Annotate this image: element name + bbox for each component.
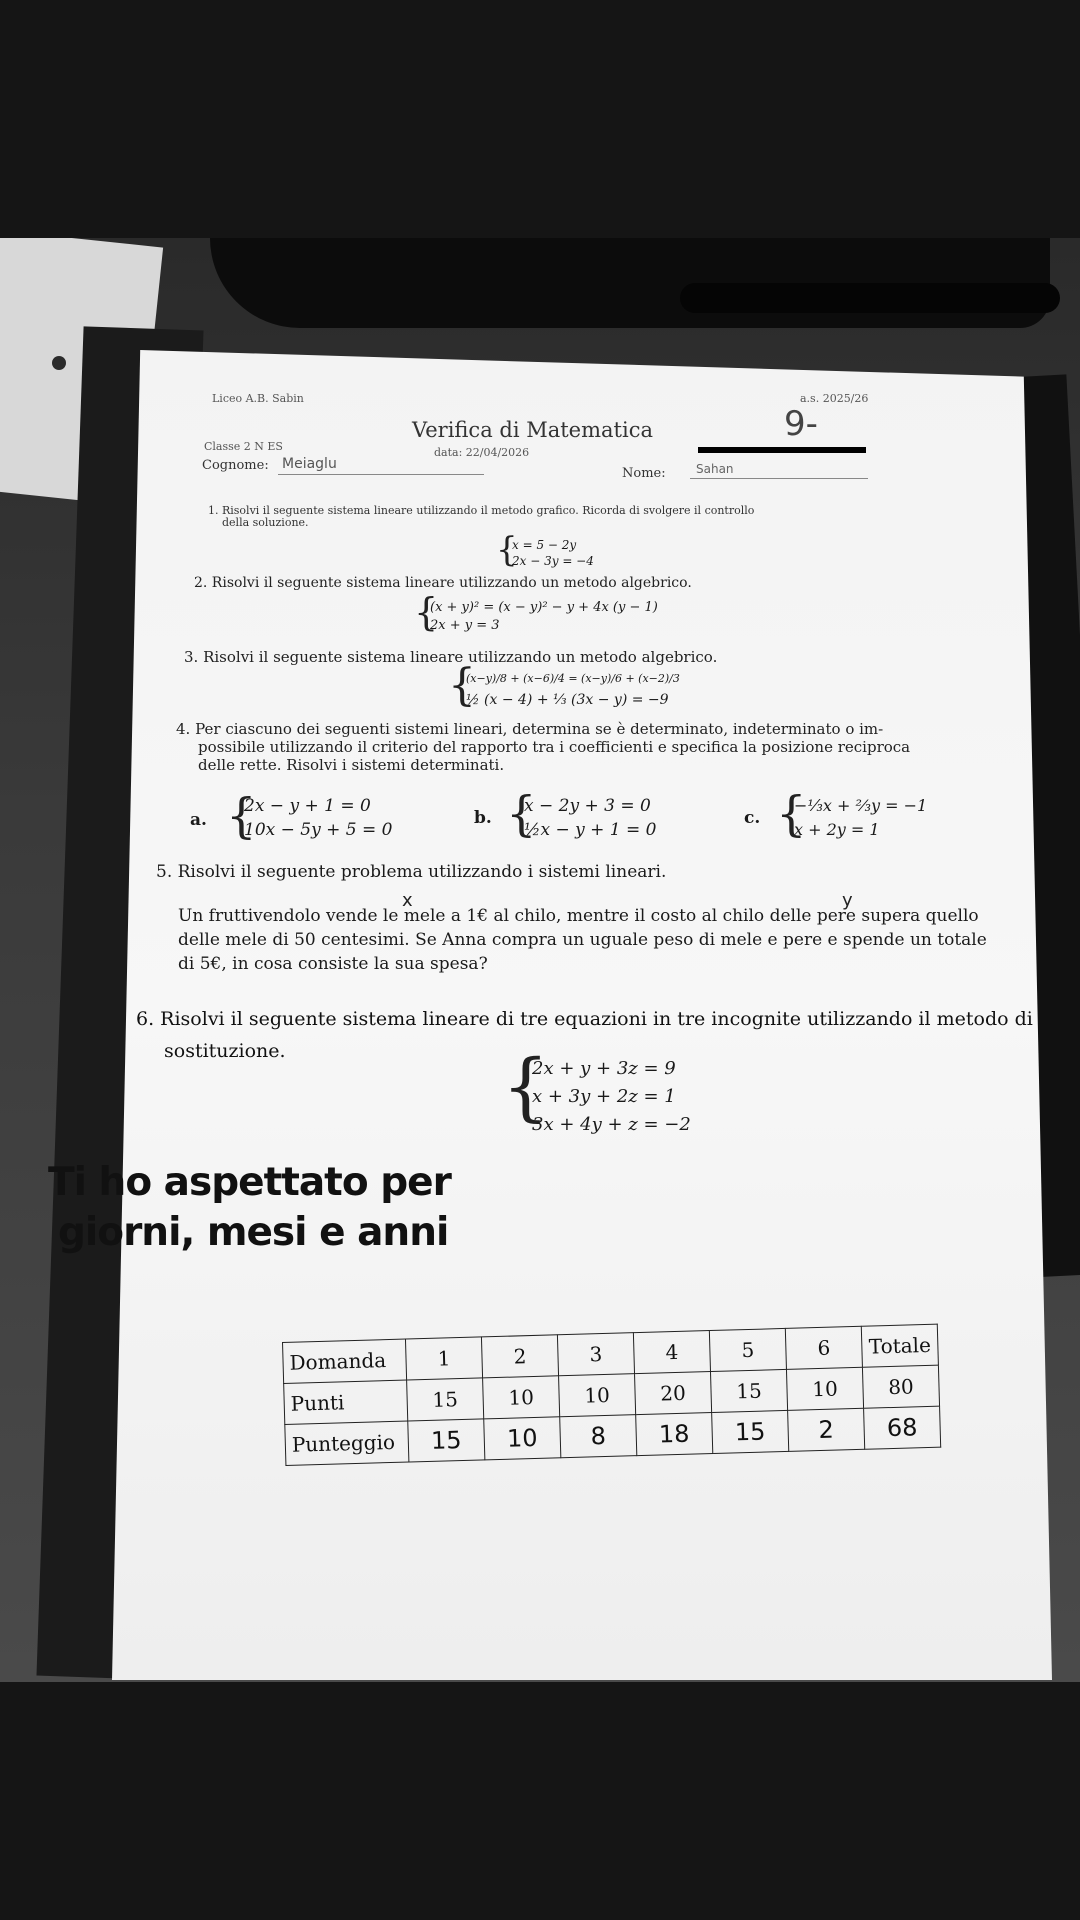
question-6-text: sostituzione.: [164, 1040, 286, 1062]
table-cell: 3: [557, 1333, 634, 1376]
school-name: Liceo A.B. Sabin: [212, 392, 304, 405]
grade-mark: 9-: [784, 404, 818, 444]
q1-equation: 2x − 3y = −4: [512, 554, 594, 568]
q4c-equation: −⅓x + ⅔y = −1: [794, 796, 928, 815]
brace: {: [776, 786, 807, 842]
caption-line: giorni, mesi e anni: [58, 1210, 449, 1255]
surname-label: Cognome:: [202, 458, 269, 473]
table-cell: 2: [788, 1408, 865, 1451]
question-4-text: 4. Per ciascuno dei seguenti sistemi lineari, determina se è determinato, indeterminato o im-: [176, 720, 884, 738]
table-cell: Punteggio: [285, 1421, 409, 1465]
question-5-body: di 5€, in cosa consiste la sua spesa?: [178, 954, 488, 974]
question-4-text: possibile utilizzando il criterio del rapporto tra i coefficienti e specifica la posizione reciproca: [198, 738, 911, 756]
brace: {: [226, 788, 257, 844]
redaction-bar: [698, 447, 866, 453]
brace: {: [502, 1044, 550, 1130]
table-cell: 5: [709, 1328, 786, 1371]
handwritten-mark: y: [842, 890, 853, 911]
table-cell: 10: [483, 1376, 560, 1419]
q4b-equation: ½x − y + 1 = 0: [524, 820, 657, 840]
q4a-equation: 2x − y + 1 = 0: [244, 796, 371, 816]
punch-hole: [52, 356, 66, 370]
background-object: [680, 283, 1060, 313]
table-cell: 80: [862, 1365, 939, 1408]
question-5-text: 5. Risolvi il seguente problema utilizzando i sistemi lineari.: [156, 862, 667, 882]
question-3-text: 3. Risolvi il seguente sistema lineare utilizzando un metodo algebrico.: [184, 648, 718, 666]
table-cell: 68: [864, 1406, 941, 1449]
q2-equation: 2x + y = 3: [430, 618, 500, 633]
table-cell: 15: [408, 1419, 485, 1462]
handwritten-mark: x: [402, 890, 413, 911]
class-label: Classe 2 N ES: [204, 440, 283, 453]
q3-equation: (x−y)/8 + (x−6)/4 = (x−y)/6 + (x−2)/3: [466, 672, 680, 685]
brace: {: [496, 530, 518, 570]
q6-equation: 3x + 4y + z = −2: [532, 1114, 691, 1135]
story-caption: [48, 1158, 451, 1258]
question-1-text: della soluzione.: [222, 516, 309, 529]
name-value: Sahan: [696, 462, 734, 476]
table-cell: 4: [633, 1331, 710, 1374]
table-cell: 15: [407, 1378, 484, 1421]
q6-equation: x + 3y + 2z = 1: [532, 1086, 676, 1107]
name-label: Nome:: [622, 466, 666, 481]
question-6-text: 6. Risolvi il seguente sistema lineare di tre equazioni in tre incognite utilizzando il metodo di: [136, 1008, 1033, 1030]
test-date: data: 22/04/2026: [434, 446, 530, 459]
table-cell: 10: [484, 1417, 561, 1460]
q1-equation: x = 5 − 2y: [512, 538, 577, 552]
test-title: Verifica di Matematica: [412, 418, 653, 442]
table-cell: Totale: [861, 1324, 938, 1367]
table-cell: 10: [786, 1367, 863, 1410]
table-cell: 15: [710, 1369, 787, 1412]
q4c-label: c.: [744, 808, 761, 828]
q4a-label: a.: [190, 810, 207, 830]
q2-equation: (x + y)² = (x − y)² − y + 4x (y − 1): [430, 600, 658, 615]
score-table: [282, 1324, 941, 1466]
surname-line: [278, 474, 484, 475]
table-cell: Punti: [284, 1380, 408, 1424]
table-cell: Domanda: [283, 1339, 407, 1383]
table-cell: 15: [712, 1410, 789, 1453]
q4b-label: b.: [474, 808, 492, 828]
table-cell: 2: [481, 1335, 558, 1378]
school-year: a.s. 2025/26: [800, 392, 869, 405]
table-cell: 8: [560, 1415, 637, 1458]
brace: {: [414, 590, 439, 634]
question-5-body: delle mele di 50 centesimi. Se Anna compra un uguale peso di mele e pere e spende un totale: [178, 930, 987, 950]
brace: {: [448, 660, 476, 711]
q4b-equation: x − 2y + 3 = 0: [524, 796, 651, 816]
table-cell: 10: [559, 1374, 636, 1417]
question-1-text: 1. Risolvi il seguente sistema lineare utilizzando il metodo grafico. Ricorda di svolgere il controllo: [208, 504, 755, 517]
question-5-body: Un fruttivendolo vende le mele a 1€ al chilo, mentre il costo al chilo delle pere supera quello: [178, 906, 979, 926]
table-cell: 1: [405, 1337, 482, 1380]
table-cell: 18: [636, 1413, 713, 1456]
table-cell: 20: [635, 1372, 712, 1415]
table-cell: 6: [785, 1326, 862, 1369]
question-4-text: delle rette. Risolvi i sistemi determinati.: [198, 756, 505, 774]
q4a-equation: 10x − 5y + 5 = 0: [244, 820, 393, 840]
question-2-text: 2. Risolvi il seguente sistema lineare utilizzando un metodo algebrico.: [194, 575, 692, 591]
brace: {: [506, 786, 537, 842]
caption-line: Ti ho aspettato per: [48, 1160, 451, 1205]
name-line: [690, 478, 868, 479]
q4c-equation: x + 2y = 1: [794, 820, 880, 839]
q6-equation: 2x + y + 3z = 9: [532, 1058, 676, 1079]
surname-value: Meiaglu: [282, 456, 337, 472]
q3-equation: ½ (x − 4) + ⅓ (3x − y) = −9: [466, 692, 669, 708]
